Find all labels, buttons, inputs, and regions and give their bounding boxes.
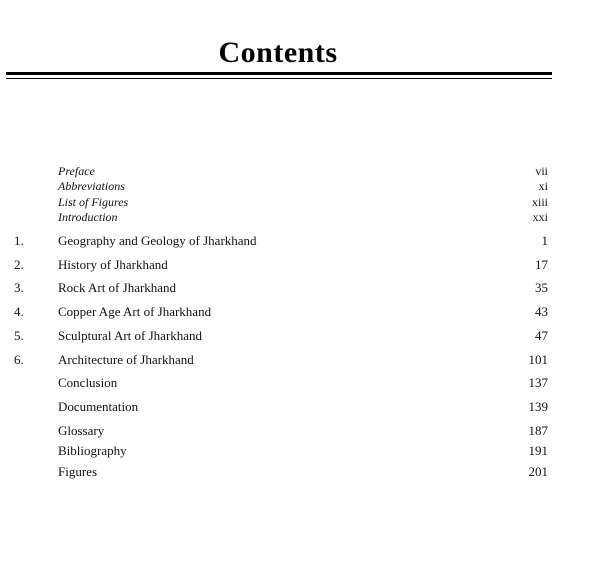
toc-entry-bibliography[interactable]: [0, 443, 600, 459]
toc-entry-label: Conclusion: [58, 375, 118, 390]
title-rule-thin: [6, 78, 552, 79]
toc-entry-preface[interactable]: [0, 163, 600, 179]
toc-chapter-1[interactable]: [0, 233, 600, 249]
toc-entry-page: 35: [535, 280, 548, 295]
toc-entry-label: Copper Age Art of Jharkhand: [58, 304, 212, 319]
toc-entry-page: xi: [538, 179, 548, 193]
toc-entry-label: Geography and Geology of Jharkhand: [58, 233, 257, 248]
toc-chapter-2[interactable]: [0, 257, 600, 273]
toc-chapter-number: 3.: [14, 280, 24, 295]
toc-entry-page: xiii: [531, 195, 548, 209]
toc-entry-label: Figures: [58, 464, 97, 479]
toc-entry-label: Rock Art of Jharkhand: [58, 280, 177, 295]
toc-chapter-number: 2.: [14, 257, 24, 272]
toc-entry-label: Preface: [58, 164, 95, 178]
toc-chapter-number: 5.: [14, 328, 24, 343]
toc-entry-figures[interactable]: [0, 464, 600, 480]
toc-entry-label: Bibliography: [58, 443, 127, 458]
title-rule-thick: [6, 72, 552, 75]
toc-entry-label: Documentation: [58, 399, 139, 414]
toc-entry-label: Abbreviations: [58, 179, 125, 193]
toc-entry-abbreviations[interactable]: [0, 178, 600, 194]
toc-entry-label: Sculptural Art of Jharkhand: [58, 328, 203, 343]
toc-entry-list-of-figures[interactable]: [0, 194, 600, 210]
toc-entry-label: History of Jharkhand: [58, 257, 168, 272]
toc-entry-page: 17: [535, 257, 548, 272]
toc-entry-page: 187: [528, 423, 548, 438]
toc-entry-label: Introduction: [58, 210, 118, 224]
toc-entry-page: 101: [528, 352, 548, 367]
page-title: Contents: [218, 36, 338, 69]
toc-chapter-number: 4.: [14, 304, 24, 319]
toc-entry-page: 201: [528, 464, 548, 479]
toc-chapter-number: 1.: [14, 233, 24, 248]
toc-entry-page: 191: [528, 443, 548, 458]
toc-entry-page: 47: [535, 328, 548, 343]
toc-chapter-number: 6.: [14, 352, 24, 367]
toc-entry-label: Architecture of Jharkhand: [58, 352, 194, 367]
toc-chapter-3[interactable]: [0, 280, 600, 296]
toc-entry-page: xxi: [532, 210, 548, 224]
toc-entry-introduction[interactable]: [0, 209, 600, 225]
toc-entry-page: 137: [528, 375, 548, 390]
toc-entry-label: List of Figures: [58, 195, 129, 209]
toc-entry-page: 1: [541, 233, 548, 248]
toc-entry-conclusion[interactable]: [0, 375, 600, 391]
toc-chapter-5[interactable]: [0, 328, 600, 344]
toc-entry-page: 43: [535, 304, 548, 319]
toc-entry-page: vii: [535, 164, 548, 178]
toc-entry-page: 139: [528, 399, 548, 414]
toc-entry-label: Glossary: [58, 423, 105, 438]
toc-chapter-4[interactable]: [0, 304, 600, 320]
toc-entry-glossary[interactable]: [0, 423, 600, 439]
toc-chapter-6[interactable]: [0, 352, 600, 368]
toc-entry-documentation[interactable]: [0, 399, 600, 415]
